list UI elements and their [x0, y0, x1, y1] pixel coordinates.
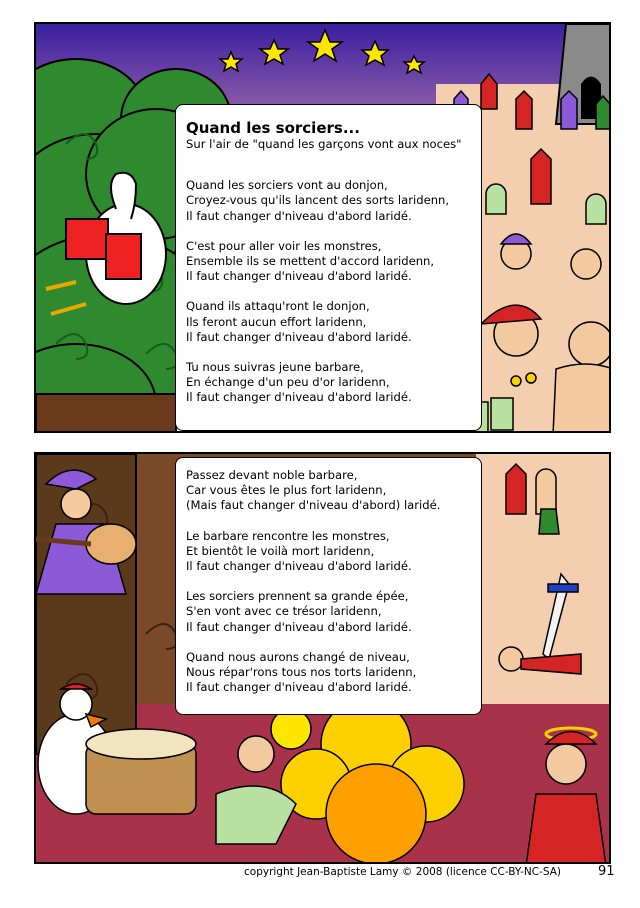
lyric-line: Ils feront aucun effort laridenn, [186, 314, 367, 329]
lyric-line: Passez devant noble barbare, [186, 468, 358, 482]
song-subtitle: Sur l'air de "quand les garçons vont aux noces" [186, 137, 462, 151]
lyric-line: Il faut changer d'niveau d'abord laridé. [186, 269, 412, 284]
lyric-line: Il faut changer d'niveau d'abord laridé. [186, 680, 412, 695]
lyric-line: Car vous êtes le plus fort laridenn, [186, 483, 387, 498]
lyric-line: S'en vont avec ce trésor laridenn, [186, 604, 382, 619]
lyrics-box-bottom [175, 457, 482, 715]
lyric-line: (Mais faut changer d'niveau d'abord) laridé. [186, 498, 441, 513]
song-title: Quand les sorciers... [186, 119, 360, 137]
lyric-line: Les sorciers prennent sa grande épée, [186, 589, 409, 604]
lyric-line: Il faut changer d'niveau d'abord laridé. [186, 559, 412, 574]
lyric-line: Ensemble ils se mettent d'accord laridenn, [186, 254, 435, 269]
lyric-line: Le barbare rencontre les monstres, [186, 528, 390, 543]
stanza [186, 360, 471, 406]
copyright-notice: copyright Jean-Baptiste Lamy © 2008 (licence CC-BY-NC-SA) [244, 866, 561, 878]
lyric-line: Nous répar'rons tous nos torts laridenn, [186, 665, 417, 680]
lyric-line: Tu nous suivras jeune barbare, [186, 360, 364, 375]
lyrics-box-top [175, 104, 482, 431]
stanza [186, 650, 471, 696]
stanza [186, 178, 471, 224]
stanza [186, 468, 471, 514]
lyric-line: C'est pour aller voir les monstres, [186, 238, 382, 253]
comic-panel-bottom [34, 452, 611, 864]
lyric-line: Il faut changer d'niveau d'abord laridé. [186, 390, 412, 405]
lyric-line: Il faut changer d'niveau d'abord laridé. [186, 619, 412, 634]
stanza [186, 299, 471, 345]
stanza [186, 529, 471, 575]
comic-panel-top [34, 22, 611, 433]
lyric-line: Et bientôt le voilà mort laridenn, [186, 543, 375, 558]
lyric-line: Quand ils attaqu'ront le donjon, [186, 299, 370, 314]
stanza [186, 589, 471, 635]
lyric-line: Quand les sorciers vont au donjon, [186, 178, 388, 193]
lyric-line: Il faut changer d'niveau d'abord laridé. [186, 208, 412, 223]
lyric-line: Croyez-vous qu'ils lancent des sorts laridenn, [186, 193, 450, 208]
lyric-line: Il faut changer d'niveau d'abord laridé. [186, 329, 412, 344]
stanza [186, 239, 471, 285]
lyric-line: Quand nous aurons changé de niveau, [186, 649, 410, 664]
lyric-line: En échange d'un peu d'or laridenn, [186, 375, 390, 390]
tree-trunk [36, 394, 176, 433]
page-number: 91 [598, 864, 615, 879]
